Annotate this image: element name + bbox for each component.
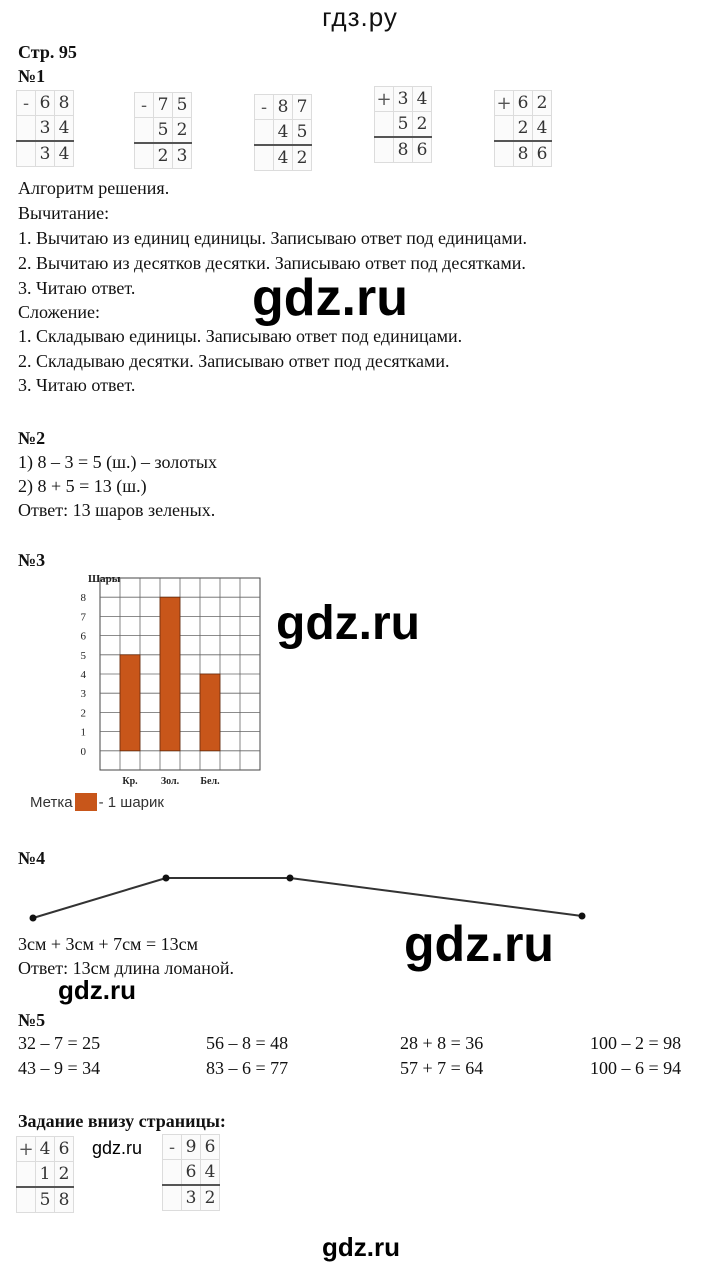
digit-cell: 3 <box>173 143 192 169</box>
chart-ytick-label: 3 <box>80 688 86 701</box>
polyline-point-1 <box>30 915 37 922</box>
operation-sign <box>495 141 514 167</box>
digit-cell: 2 <box>413 112 432 138</box>
operation-sign <box>163 1160 182 1186</box>
task1-line-9: 3. Читаю ответ. <box>18 375 136 395</box>
chart-category-label: Кр. <box>122 776 138 787</box>
chart-ytick-label: 1 <box>80 726 86 739</box>
operation-sign: - <box>135 93 154 118</box>
operation-sign <box>17 116 36 142</box>
digit-cell: 5 <box>293 120 312 146</box>
task1-title: №1 <box>18 66 46 86</box>
digit-cell: 2 <box>173 118 192 144</box>
operation-sign <box>17 1187 36 1213</box>
operation-sign <box>163 1185 182 1211</box>
operation-sign <box>255 120 274 146</box>
chart-ytick-label: 0 <box>80 745 86 758</box>
watermark-1: gdz.ru <box>252 269 408 327</box>
task1-line-3: 1. Вычитаю из единиц единицы. Записываю ответ под единицами. <box>18 228 527 248</box>
digit-cell: 1 <box>36 1162 55 1188</box>
task2-line-2: 2) 8 + 5 = 13 (ш.) <box>18 476 147 496</box>
operation-sign <box>17 141 36 167</box>
operation-sign <box>255 145 274 171</box>
site-header: гдз.ру <box>322 2 398 32</box>
digit-cell: 8 <box>274 95 293 120</box>
operation-sign <box>495 116 514 142</box>
digit-cell: 8 <box>55 91 74 116</box>
watermark-5: gdz.ru <box>92 1138 143 1158</box>
task1-line-7: 1. Складываю единицы. Записываю ответ под единицами. <box>18 326 463 346</box>
operation-sign <box>375 137 394 163</box>
operation-sign: - <box>163 1135 182 1160</box>
chart-bar-1 <box>120 655 140 751</box>
task5-title: №5 <box>18 1010 46 1030</box>
task1-column-1 <box>16 90 74 167</box>
digit-cell: 5 <box>36 1187 55 1213</box>
watermark-4: gdz.ru <box>58 975 136 1005</box>
digit-cell: 6 <box>36 91 55 116</box>
chart-bar-2 <box>160 597 180 751</box>
task1-line-1: Алгоритм решения. <box>18 178 170 198</box>
legend-swatch <box>75 793 97 811</box>
digit-cell: 2 <box>533 91 552 116</box>
task4-line-2: Ответ: 13см длина ломаной. <box>18 958 235 978</box>
polyline-path <box>33 878 582 918</box>
digit-cell: 4 <box>55 141 74 167</box>
task5-eq-2-1: 43 – 9 = 34 <box>18 1058 101 1078</box>
task1-line-8: 2. Складываю десятки. Записываю ответ под десятками. <box>18 351 450 371</box>
digit-cell: 4 <box>36 1137 55 1162</box>
chart-ytick-label: 5 <box>80 649 86 662</box>
task4-title: №4 <box>18 848 46 868</box>
chart-ytick-label: 4 <box>80 669 86 681</box>
watermark-3: gdz.ru <box>404 916 554 972</box>
digit-cell: 4 <box>533 116 552 142</box>
polyline-point-3 <box>287 875 294 882</box>
chart-ytick-label: 7 <box>80 611 86 624</box>
digit-cell: 4 <box>413 87 432 112</box>
chart-ylabel: Шары <box>88 573 121 585</box>
digit-cell: 6 <box>182 1160 201 1186</box>
task5-eq-1-2: 56 – 8 = 48 <box>206 1033 289 1053</box>
digit-cell: 4 <box>55 116 74 142</box>
operation-sign <box>17 1162 36 1188</box>
operation-sign: + <box>496 92 512 114</box>
task5-eq-2-2: 83 – 6 = 77 <box>206 1058 289 1078</box>
task5-eq-2-4: 100 – 6 = 94 <box>590 1058 682 1078</box>
digit-cell: 5 <box>394 112 413 138</box>
bottom-task-title: Задание внизу страницы: <box>18 1111 226 1131</box>
digit-cell: 7 <box>293 95 312 120</box>
task1-column-4 <box>374 86 432 163</box>
chart-ytick-label: 2 <box>80 707 86 720</box>
watermark-2: gdz.ru <box>276 597 420 650</box>
digit-cell: 6 <box>413 137 432 163</box>
chart-ytick-label: 6 <box>80 630 86 643</box>
balloon-bar-chart <box>60 570 280 800</box>
task2-line-1: 1) 8 – 3 = 5 (ш.) – золотых <box>18 452 217 472</box>
digit-cell: 8 <box>394 137 413 163</box>
digit-cell: 2 <box>293 145 312 171</box>
task5-eq-1-3: 28 + 8 = 36 <box>400 1033 484 1053</box>
digit-cell: 6 <box>55 1137 74 1162</box>
digit-cell: 2 <box>55 1162 74 1188</box>
digit-cell: 3 <box>182 1185 201 1211</box>
digit-cell: 4 <box>274 145 293 171</box>
digit-cell: 8 <box>514 141 533 167</box>
digit-cell: 6 <box>514 91 533 116</box>
chart-category-label: Зол. <box>160 776 180 787</box>
operation-sign <box>375 112 394 138</box>
task5-eq-1-4: 100 – 2 = 98 <box>590 1033 682 1053</box>
digit-cell: 6 <box>533 141 552 167</box>
operation-sign: - <box>255 95 274 120</box>
task5-eq-1-1: 32 – 7 = 25 <box>18 1033 101 1053</box>
task1-column-3 <box>254 94 312 171</box>
task1-line-4: 2. Вычитаю из десятков десятки. Записываю ответ под десятками. <box>18 253 526 273</box>
operation-sign <box>135 118 154 144</box>
operation-sign: + <box>376 88 392 110</box>
operation-sign: - <box>17 91 36 116</box>
task1-line-2: Вычитание: <box>18 203 110 223</box>
digit-cell: 9 <box>182 1135 201 1160</box>
task3-title: №3 <box>18 550 46 570</box>
digit-cell: 5 <box>173 93 192 118</box>
polyline-point-4 <box>579 913 586 920</box>
polyline-figure <box>0 860 720 940</box>
chart-bar-3 <box>200 674 220 751</box>
digit-cell: 5 <box>154 118 173 144</box>
task1-line-5: 3. Читаю ответ. <box>18 278 136 298</box>
chart-ytick-label: 8 <box>80 592 86 605</box>
task1-column-2 <box>134 92 192 169</box>
page-label: Стр. 95 <box>18 42 77 62</box>
legend-label: Метка <box>30 793 73 811</box>
task2-line-3: Ответ: 13 шаров зеленых. <box>18 500 216 520</box>
task1-line-6: Сложение: <box>18 302 100 322</box>
watermark-6: gdz.ru <box>322 1232 400 1262</box>
digit-cell: 3 <box>36 116 55 142</box>
operation-sign: + <box>18 1138 34 1160</box>
task1-column-5 <box>494 90 552 167</box>
task4-line-1: 3см + 3см + 7см = 13см <box>18 934 198 954</box>
digit-cell: 8 <box>55 1187 74 1213</box>
digit-cell: 7 <box>154 93 173 118</box>
chart-category-label: Бел. <box>200 776 220 787</box>
digit-cell: 3 <box>394 87 413 112</box>
digit-cell: 2 <box>201 1185 220 1211</box>
digit-cell: 4 <box>274 120 293 146</box>
operation-sign <box>135 143 154 169</box>
chart-legend <box>30 791 164 813</box>
digit-cell: 6 <box>201 1135 220 1160</box>
task5-eq-2-3: 57 + 7 = 64 <box>400 1058 484 1078</box>
polyline-point-2 <box>163 875 170 882</box>
bottom-column-1 <box>16 1136 74 1213</box>
digit-cell: 2 <box>514 116 533 142</box>
digit-cell: 2 <box>154 143 173 169</box>
digit-cell: 4 <box>201 1160 220 1186</box>
legend-value: - 1 шарик <box>98 793 164 811</box>
task2-title: №2 <box>18 428 46 448</box>
digit-cell: 3 <box>36 141 55 167</box>
bottom-column-2 <box>162 1134 220 1211</box>
